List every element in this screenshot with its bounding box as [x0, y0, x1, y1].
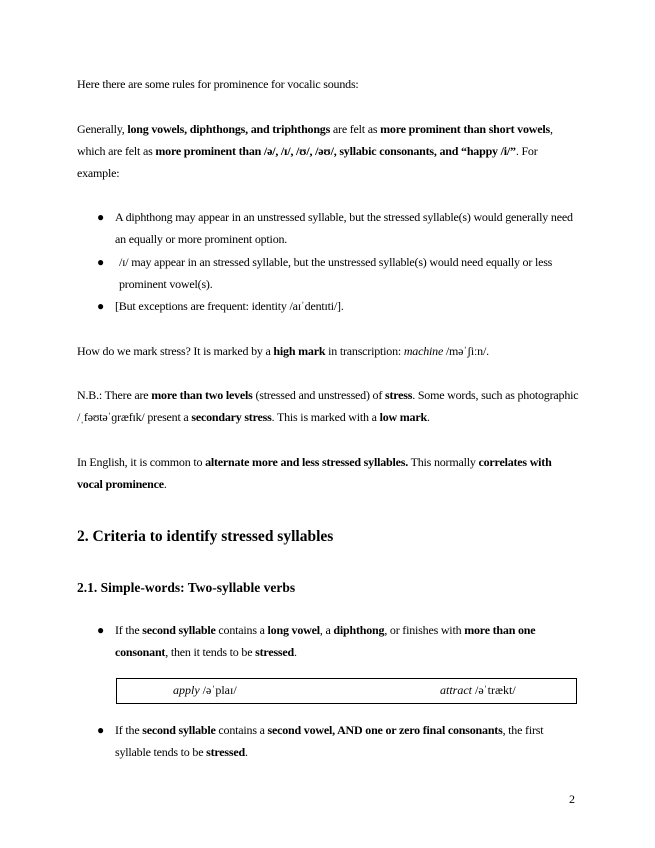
text: , or finishes with	[384, 623, 465, 637]
text: , the first syllable tends to be	[115, 723, 544, 759]
bold-text: second vowel, AND one or zero final consonants	[267, 723, 503, 737]
subsection-heading: 2.1. Simple-words: Two-syllable verbs	[77, 580, 296, 595]
text: How do we mark stress? It is marked by a	[77, 344, 274, 358]
bullet-icon: ●	[97, 623, 105, 637]
example-word: attract	[440, 683, 472, 697]
example-cell	[173, 683, 237, 698]
text: .	[163, 477, 167, 491]
bold-text: second syllable	[142, 623, 216, 637]
text: contains a	[215, 623, 268, 637]
stress-mark-paragraph	[77, 340, 579, 362]
text: .	[426, 410, 430, 424]
bold-text: diphthong	[333, 623, 385, 637]
list-item	[115, 719, 579, 763]
bold-text: high mark	[273, 344, 326, 358]
bullet-icon: ●	[97, 723, 105, 737]
text: (stressed and unstressed) of	[252, 388, 385, 402]
bold-text: correlates with vocal prominence	[77, 455, 552, 491]
intro-paragraph: Here there are some rules for prominence for vocalic sounds:	[77, 77, 359, 91]
text: , a	[319, 623, 334, 637]
text: , which are felt as	[77, 122, 553, 158]
text: If the	[115, 723, 143, 737]
bold-text: more prominent than short vowels	[380, 122, 550, 136]
text: If the	[115, 623, 143, 637]
list-item: A diphthong may appear in an unstressed syllable, but the stressed syllable(s) would generally need an equally or more prominent option.	[115, 210, 573, 246]
text: .	[244, 745, 248, 759]
bold-text: stressed	[255, 645, 294, 659]
italic-text: machine	[403, 344, 444, 358]
page-number: 2	[569, 792, 575, 806]
bold-text: alternate more and less stressed syllables.	[205, 455, 409, 469]
example-word: apply	[173, 683, 200, 697]
text: . Some words, such as photographic /ˌfəʊtəˈɡræfɪk/ present a	[77, 388, 579, 424]
bold-text: more than one consonant	[115, 623, 536, 659]
text: /məˈʃiːn/.	[443, 344, 489, 358]
text: .	[293, 645, 297, 659]
text: N.B.: There are	[77, 388, 152, 402]
bold-text: stress	[384, 388, 413, 402]
text: . For example:	[77, 144, 538, 180]
list-item: [But exceptions are frequent: identity /aɪˈdentɪti/].	[115, 299, 344, 313]
text: This normally	[408, 455, 479, 469]
text: Generally,	[77, 122, 128, 136]
bold-text: secondary stress	[191, 410, 272, 424]
bold-text: more than two levels	[151, 388, 253, 402]
bold-text: long vowel	[267, 623, 320, 637]
bold-text: second syllable	[142, 723, 216, 737]
bullet-icon: ●	[97, 299, 105, 313]
list-item	[115, 619, 579, 663]
bold-text: long vowels, diphthongs, and triphthongs	[127, 122, 331, 136]
list-item: /ɪ/ may appear in an stressed syllable, but the unstressed syllable(s) would need equally or less prominent vowel(s).	[119, 255, 553, 291]
text: contains a	[215, 723, 268, 737]
text: are felt as	[330, 122, 381, 136]
section-heading: 2. Criteria to identify stressed syllables	[77, 528, 334, 545]
text: , then it tends to be	[165, 645, 256, 659]
alternation-paragraph	[77, 451, 579, 495]
text: in transcription:	[325, 344, 404, 358]
text: . This is marked with a	[271, 410, 380, 424]
prominence-paragraph	[77, 118, 579, 184]
example-cell	[440, 683, 516, 698]
example-box	[116, 678, 577, 704]
bullet-icon: ●	[97, 255, 105, 269]
bold-text: stressed	[206, 745, 245, 759]
bold-text: low mark	[379, 410, 427, 424]
example-ipa: /əˈtrækt/	[472, 683, 516, 697]
bold-text: more prominent than /ə/, /ɪ/, /ʊ/, /əʊ/, syllabic consonants, and “happy /i/”	[155, 144, 516, 158]
secondary-stress-paragraph	[77, 384, 579, 428]
example-ipa: /əˈplaɪ/	[199, 683, 237, 697]
text: In English, it is common to	[77, 455, 206, 469]
bullet-icon: ●	[97, 210, 105, 224]
